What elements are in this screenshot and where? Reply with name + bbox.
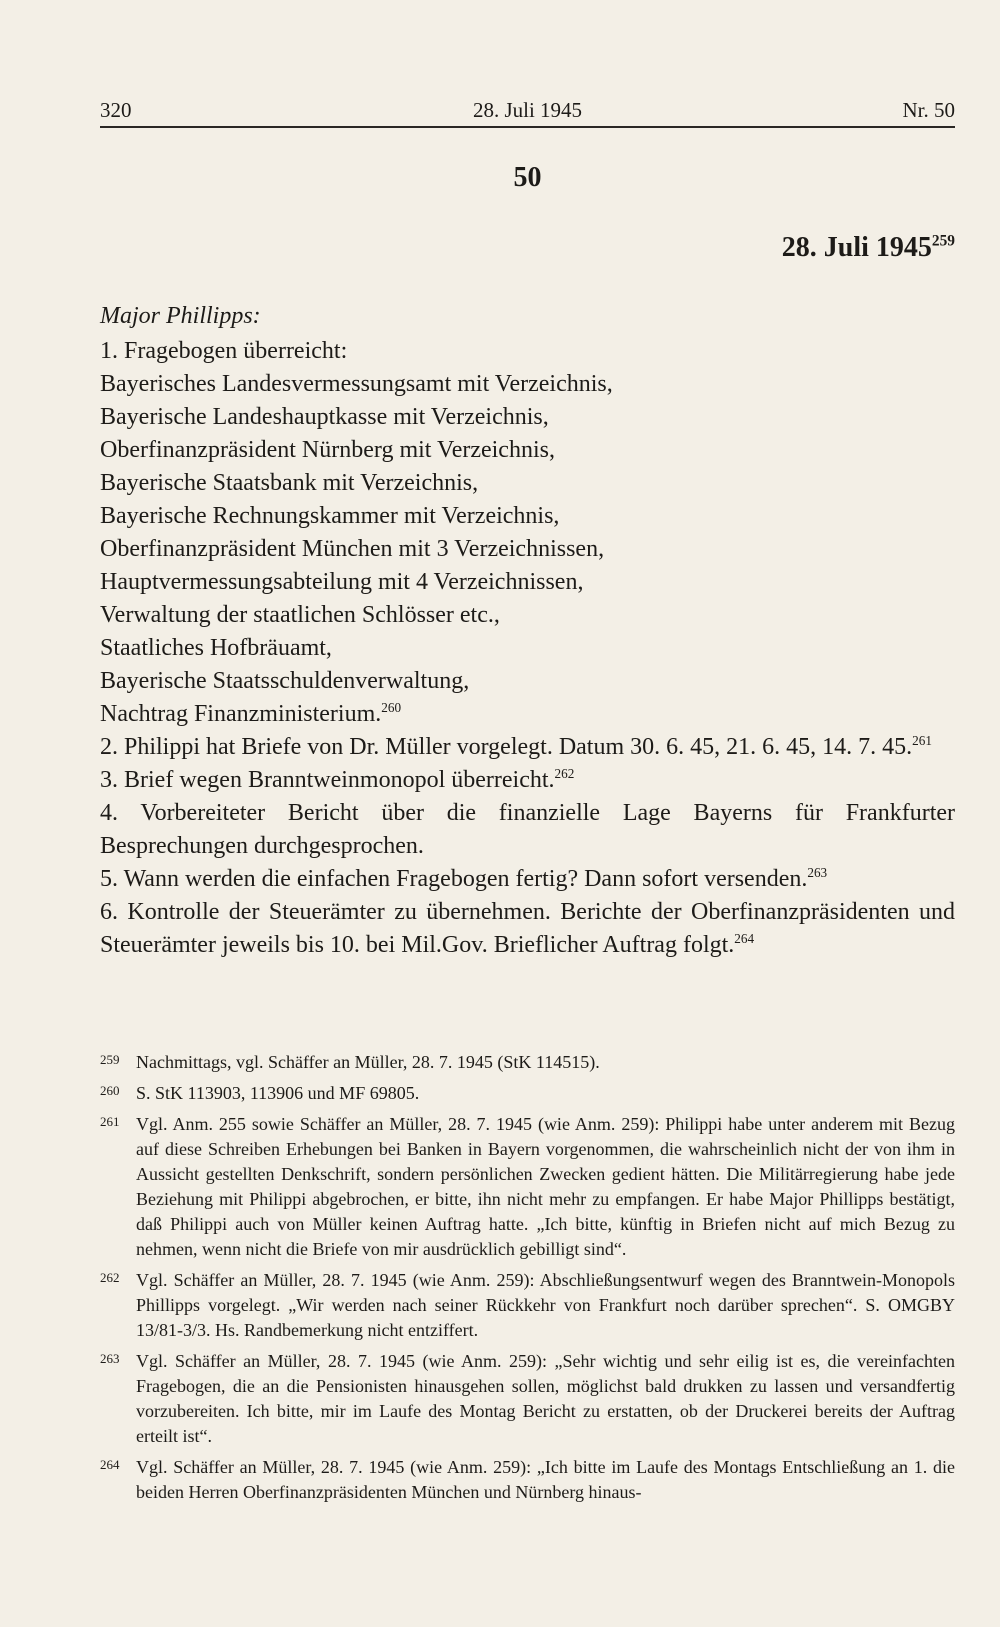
list-item: Bayerische Staatsbank mit Verzeichnis, [100,470,479,496]
list-item: Hauptvermessungsabteilung mit 4 Verzeichnissen, [100,569,584,595]
footnote-text: S. StK 113903, 113906 und MF 69805. [136,1083,420,1103]
footnote-number: 263 [100,1351,120,1366]
footnote-text: Vgl. Schäffer an Müller, 28. 7. 1945 (wie Anm. 259): Abschließungsentwurf wegen des Branntwein-Monopols Phillipps vorgelegt. „Wir werden nach seiner Rückkehr von Frankfurt noch darüber sprechen“. S. OMGBY 13/81-3/3. Hs. Randbemerkung nicht entziffert. [136,1270,955,1340]
footnotes [100,1050,955,1511]
document-number: 50 [513,162,542,193]
footnote-number: 259 [100,1052,120,1067]
list-item: Verwaltung der staatlichen Schlösser etc., [100,602,500,628]
list-item: Bayerische Rechnungskammer mit Verzeichnis, [100,503,560,529]
footnote-text: Nachmittags, vgl. Schäffer an Müller, 28. 7. 1945 (StK 114515). [136,1052,600,1072]
list-item: Oberfinanzpräsident Nürnberg mit Verzeichnis, [100,437,555,463]
footnote-ref: 262 [554,766,575,781]
addressee: Major Phillipps: [100,303,261,329]
paragraph: 5. Wann werden die einfachen Fragebogen fertig? Dann sofort versenden.$^{263}$ [100,865,828,892]
document-body [100,300,955,962]
running-head [100,96,955,128]
document-date [782,232,955,264]
footnote [100,1050,955,1075]
footnote-number: 260 [100,1083,120,1098]
running-head-date: 28. Juli 1945 [472,98,583,122]
list-item: Oberfinanzpräsident München mit 3 Verzeichnissen, [100,536,605,562]
footnote-text: Vgl. Schäffer an Müller, 28. 7. 1945 (wie Anm. 259): „Sehr wichtig und sehr eilig ist es, die vereinfachten Fragebogen, die an die Pensionisten hinausgehen sollen, möglichst bald drukken zu lassen und versandfertig vorzubereiten. Ich bitte, mir im Laufe des Montag Bericht zu erstatten, ob der Druckerei bereits der Auftrag erteilt ist“. [136,1351,955,1446]
document-date-text: 28. Juli 1945 [781,232,932,263]
footnote [100,1112,955,1262]
footnote-text: Vgl. Schäffer an Müller, 28. 7. 1945 (wie Anm. 259): „Ich bitte im Laufe des Montags Entschließung an 1. die beiden Herren Oberfinanzpräsidenten München und Nürnberg hinaus- [136,1457,955,1502]
document-reference: Nr. 50 [902,98,955,122]
footnote-ref: 263 [807,865,828,880]
list-item: Bayerisches Landesvermessungsamt mit Verzeichnis, [100,371,613,397]
page-number: 320 [100,98,132,122]
footnote-ref: 261 [912,733,932,748]
list-item: Staatliches Hofbräuamt, [100,635,332,661]
footnote-text: Vgl. Anm. 255 sowie Schäffer an Müller, 28. 7. 1945 (wie Anm. 259): Philippi habe unter anderem mit Bezug auf diese Schreiben Erhebungen bei Banken in Bayern vorgenommen, die wahrscheinlich nicht der von ihm in Aussicht gestellten Denkschrift, sondern persönlichen Zwecken gedient hätten. Die Militärregierung habe jede Beziehung mit Philippi abgebrochen, er bitte, ihn nicht mehr zu empfangen. Er habe Major Phillipps bestätigt, daß Philippi auch von Müller keinen Auftrag hatte. „Ich bitte, künftig in Briefen nicht auf mich Bezug zu nehmen, wenn nicht die Briefe von mir ausdrücklich gebilligt sind“. [136,1114,955,1259]
footnote [100,1349,955,1449]
list-item: Nachtrag Finanzministerium.$^{260}$ [100,700,402,727]
footnote-number: 261 [100,1114,120,1129]
footnote-ref: 264 [734,931,755,946]
list-item: 1. Fragebogen überreicht: [100,338,348,364]
paragraph: 6. Kontrolle der Steuerämter zu übernehmen. Berichte der Oberfinanzpräsidenten und Steuerämter jeweils bis 10. bei Mil.Gov. Brieflicher Auftrag folgt.$^{264}$ [100,899,955,958]
list-item: Bayerische Landeshauptkasse mit Verzeichnis, [100,404,549,430]
paragraph: 3. Brief wegen Branntweinmonopol überreicht.$^{262}$ [100,766,575,793]
paragraph: 4. Vorbereiteter Bericht über die finanzielle Lage Bayerns für Frankfurter Besprechungen durchgesprochen. [100,800,955,859]
paragraph: 2. Philippi hat Briefe von Dr. Müller vorgelegt. Datum 30. 6. 45, 21. 6. 45, 14. 7. 45.$^{261}$ [100,733,932,760]
footnote-number: 264 [100,1457,120,1472]
footnote [100,1455,955,1505]
footnote-ref: 259 [931,232,955,250]
footnote-ref: 260 [381,700,402,715]
footnote [100,1081,955,1106]
list-item: Bayerische Staatsschuldenverwaltung, [100,668,470,694]
footnote [100,1268,955,1343]
footnote-number: 262 [100,1270,120,1285]
